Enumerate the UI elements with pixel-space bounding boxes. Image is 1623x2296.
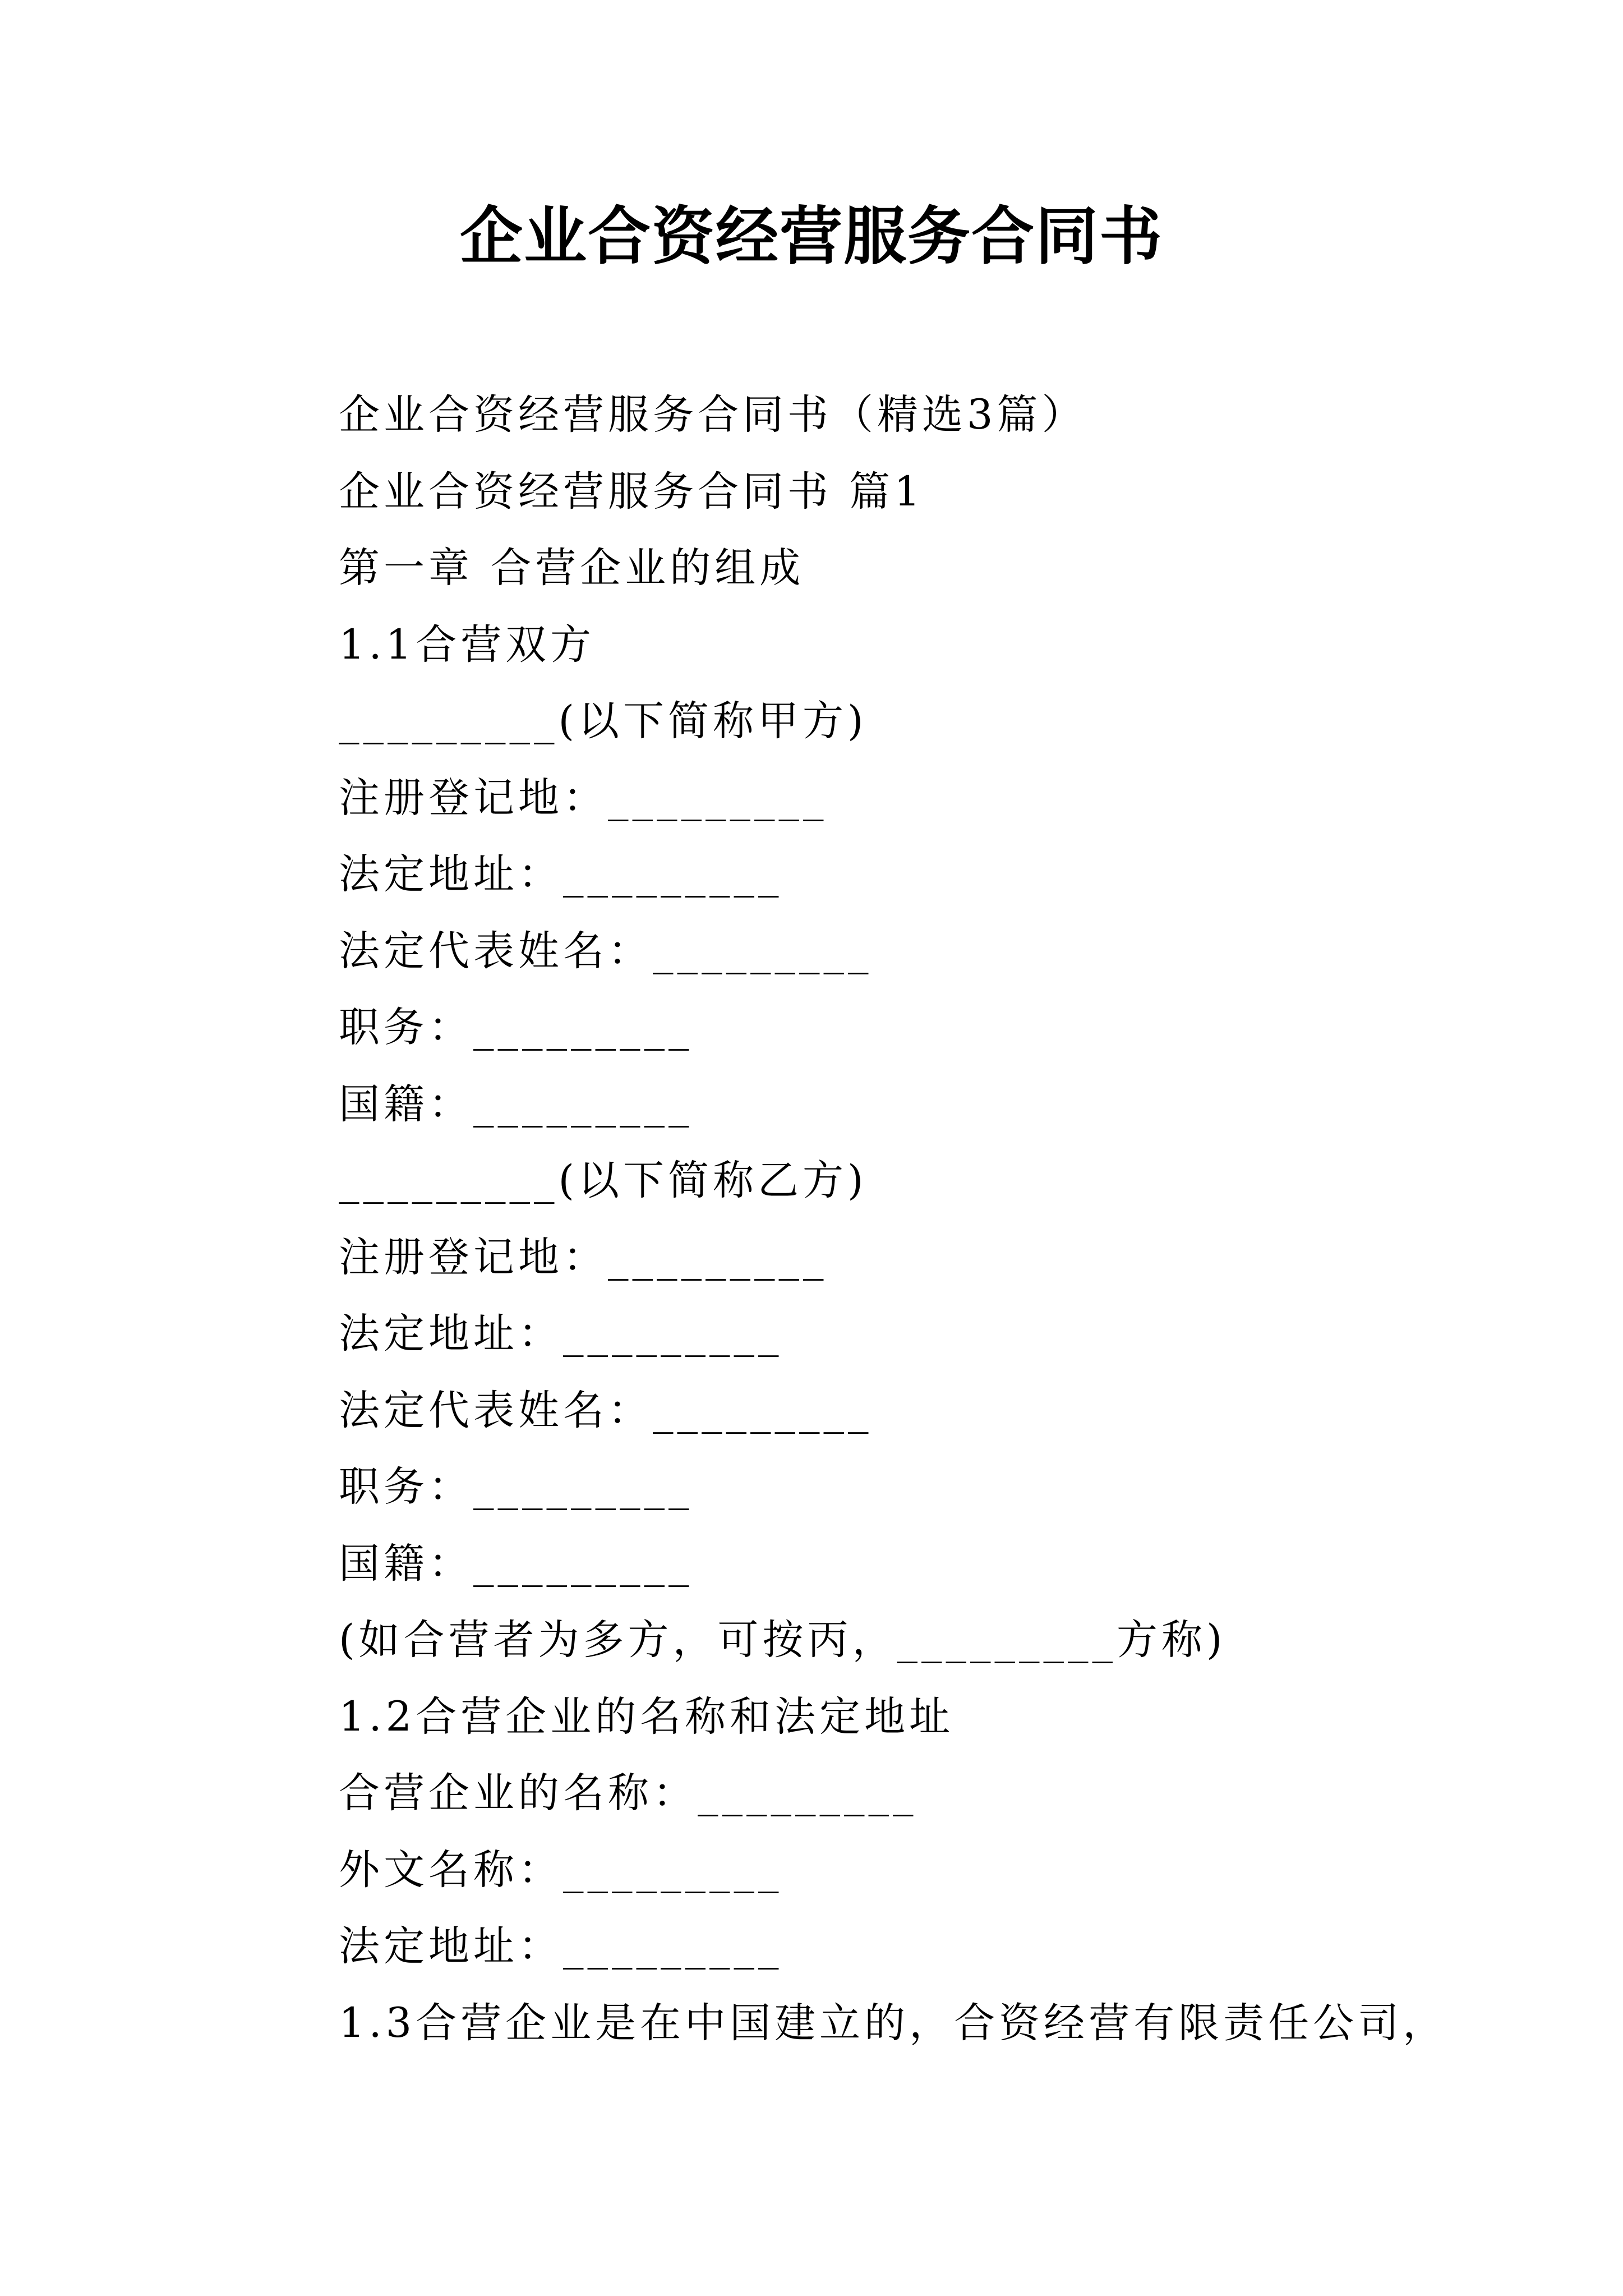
party-b-line: _________(以下简称乙方) [339, 1157, 868, 1204]
form-field-line: 法定地址：_________ [339, 850, 783, 898]
clause-heading: 1.2合营企业的名称和法定地址 [339, 1692, 955, 1741]
document-body [339, 377, 1460, 2062]
clause-heading: 1.1合营双方 [339, 620, 596, 669]
form-field-line: 法定地址：_________ [339, 1922, 783, 1970]
form-field-line: 法定地址：_________ [339, 1310, 783, 1358]
form-field-line: 法定代表姓名：_________ [339, 1386, 873, 1434]
form-field-line: 职务：_________ [339, 1004, 693, 1051]
form-field-line: 法定代表姓名：_________ [339, 927, 873, 975]
party-a-line: _________(以下简称甲方) [339, 697, 868, 745]
form-field-line: 注册登记地：_________ [339, 1233, 828, 1281]
chapter-heading: 第一章 合营企业的组成 [339, 544, 805, 592]
form-field-line: 职务：_________ [339, 1463, 693, 1511]
form-field-line: 合营企业的名称：_________ [339, 1769, 917, 1817]
note-line: (如合营者为多方，可按丙，_________方称) [339, 1616, 1227, 1664]
section-heading: 企业合资经营服务合同书 篇1 [339, 467, 924, 516]
form-field-line: 国籍：_________ [339, 1539, 693, 1588]
clause-text: 1.3合营企业是在中国建立的，合资经营有限责任公司， [339, 1999, 1448, 2047]
subtitle-line: 企业合资经营服务合同书（精选3篇） [339, 391, 1087, 439]
document-title: 企业合资经营服务合同书 [460, 200, 1163, 273]
form-field-line: 国籍：_________ [339, 1080, 693, 1128]
form-field-line: 外文名称：_________ [339, 1846, 783, 1894]
form-field-line: 注册登记地：_________ [339, 774, 828, 822]
